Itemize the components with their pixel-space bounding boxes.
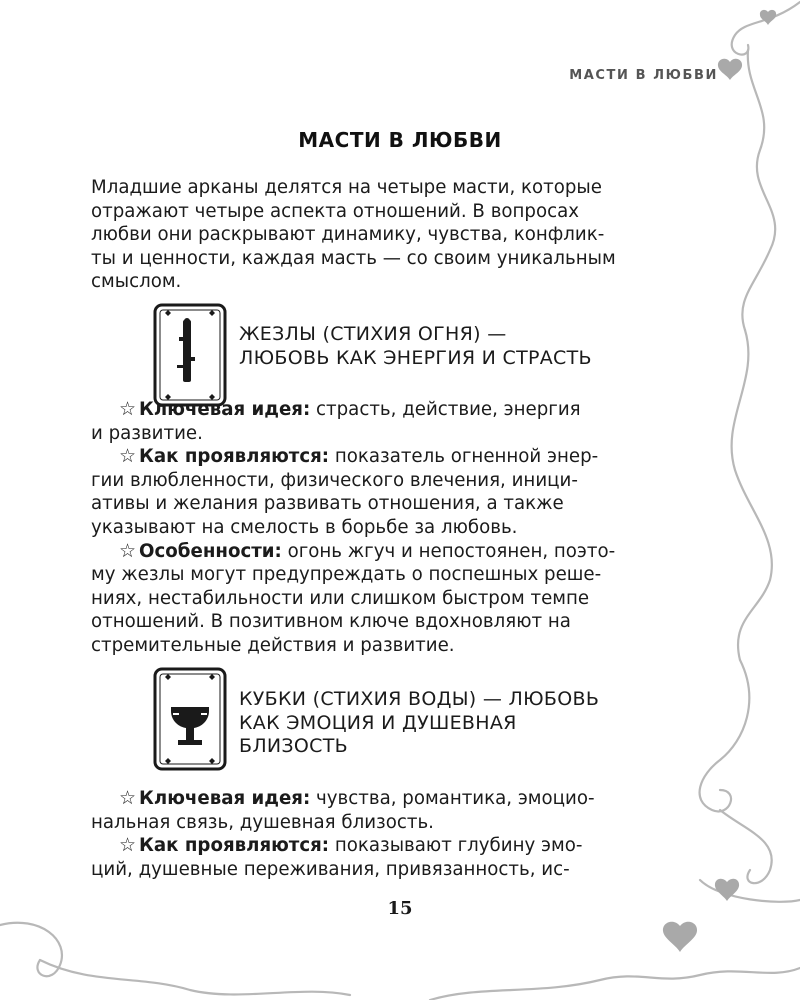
heading-line: КАК ЭМОЦИЯ И ДУШЕВНАЯ — [239, 711, 517, 734]
bullet-label: Ключевая идея: — [139, 399, 311, 420]
star-icon: ☆ — [119, 834, 137, 857]
heading-line: ЛЮБОВЬ КАК ЭНЕРГИЯ И СТРАСТЬ — [239, 346, 592, 369]
wands-manifest — [91, 445, 691, 469]
bullet-text: показывают глубину эмо- — [329, 835, 583, 857]
star-icon: ☆ — [119, 787, 137, 809]
bullet-text: огонь жгуч и непостоянен, поэто- — [281, 540, 616, 562]
cups-heading — [239, 688, 599, 759]
wands-details — [91, 398, 691, 658]
wands-features — [91, 540, 691, 564]
bullet-label: Как проявляются: — [139, 446, 330, 468]
text-line: указывают на смелость в борьбе за любовь. — [91, 516, 518, 538]
heading-line: БЛИЗОСТЬ — [239, 735, 348, 757]
bullet-label: Особенности: — [139, 540, 282, 562]
text-line: стремительные действия и развитие. — [91, 634, 455, 656]
star-icon: ☆ — [119, 445, 137, 468]
cups-manifest — [91, 834, 691, 858]
text-line: нальная связь, душевная близость. — [91, 811, 434, 833]
text-line: и развитие. — [91, 422, 203, 444]
text-line: ниях, нестабильности или слишком быстром темпе — [91, 587, 590, 609]
heart-icon — [663, 922, 697, 952]
page-number: 15 — [387, 898, 413, 919]
cups-key-idea — [91, 787, 691, 811]
text-line: ативы и желания развивать отношения, а также — [91, 493, 564, 515]
star-icon: ☆ — [119, 398, 137, 420]
text-line: отражают четыре аспекта отношений. В вопросах — [91, 200, 580, 222]
cups-details — [91, 787, 691, 881]
text-line: любви они раскрывают динамику, чувства, конфлик- — [91, 224, 605, 246]
bullet-text: чувства, романтика, эмоцио- — [310, 788, 595, 809]
wands-heading — [239, 323, 592, 370]
heart-icon — [760, 10, 776, 25]
text-line: Младшие арканы делятся на четыре масти, которые — [91, 177, 602, 198]
star-icon: ☆ — [119, 539, 137, 562]
wands-key-idea — [91, 398, 691, 422]
running-header: МАСТИ В ЛЮБВИ — [569, 68, 718, 83]
text-line: ты и ценности, каждая масть — со своим уникальным — [91, 247, 616, 269]
bullet-text: показатель огненной энер- — [329, 446, 599, 468]
heading-line: КУБКИ (СТИХИЯ ВОДЫ) — ЛЮБОВЬ — [239, 688, 600, 710]
cup-card-icon — [153, 667, 227, 771]
heart-icon — [718, 59, 742, 80]
intro-paragraph — [91, 176, 691, 294]
bullet-text: страсть, действие, энергия — [310, 399, 581, 420]
text-line: гии влюбленности, физического влечения, иници- — [91, 469, 578, 491]
bullet-label: Ключевая идея: — [139, 788, 311, 809]
text-line: ций, душевные переживания, привязанность, ис- — [91, 858, 570, 880]
bullet-label: Как проявляются: — [139, 835, 330, 857]
text-line: отношений. В позитивном ключе вдохновляют на — [91, 611, 571, 633]
text-line: смыслом. — [91, 271, 182, 293]
text-line: му жезлы могут предупреждать о поспешных реше- — [91, 564, 602, 586]
page-title: МАСТИ В ЛЮБВИ — [298, 128, 502, 152]
heading-line: ЖЕЗЛЫ (СТИХИЯ ОГНЯ) — — [239, 323, 507, 345]
wand-card-icon — [153, 303, 227, 407]
